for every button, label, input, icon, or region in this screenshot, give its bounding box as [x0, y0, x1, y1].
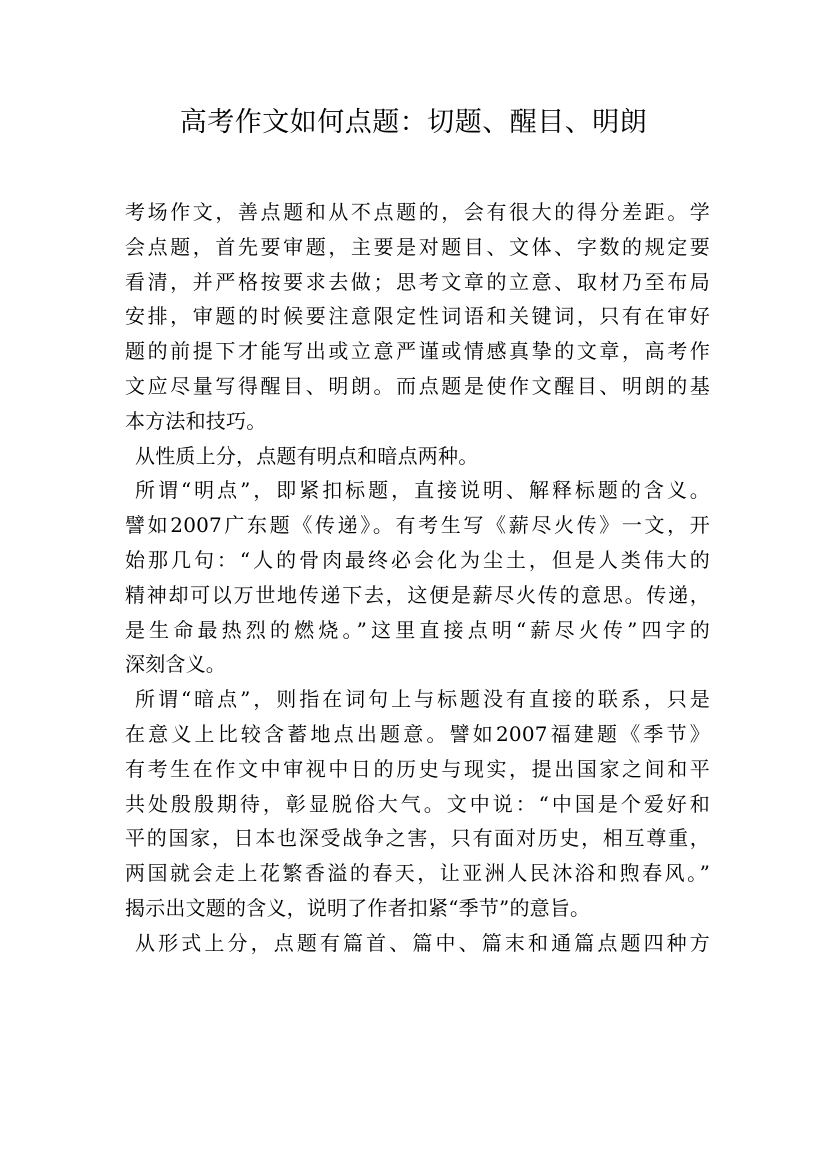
body-line: 譬如2007广东题《传递》。有考生写《薪尽火传》一文，开	[125, 513, 710, 538]
body-line: 看清，并严格按要求去做；思考文章的立意、取材乃至布局	[125, 269, 710, 294]
body-line: 文应尽量写得醒目、明朗。而点题是使作文醒目、明朗的基	[125, 373, 710, 398]
body-line: 本方法和技巧。	[125, 408, 267, 433]
body-line: 始那几句：“人的骨肉最终必会化为尘土，但是人类伟大的	[125, 547, 710, 572]
body-line: 是生命最热烈的燃烧。”这里直接点明“薪尽火传”四字的	[125, 617, 710, 642]
body-line: 所谓“明点”，即紧扣标题，直接说明、解释标题的含义。	[135, 478, 710, 503]
body-line: 在意义上比较含蓄地点出题意。譬如2007福建题《季节》	[125, 721, 710, 746]
body-line: 平的国家，日本也深受战争之害，只有面对历史，相互尊重，	[125, 826, 710, 851]
body-line: 所谓“暗点”，则指在词句上与标题没有直接的联系，只是	[135, 687, 710, 712]
body-line: 共处殷殷期待，彰显脱俗大气。文中说：“中国是个爱好和	[125, 791, 710, 816]
body-line: 会点题，首先要审题，主要是对题目、文体、字数的规定要	[125, 234, 710, 259]
body-line: 从形式上分，点题有篇首、篇中、篇末和通篇点题四种方	[135, 930, 710, 955]
body-line: 题的前提下才能写出或立意严谨或情感真挚的文章，高考作	[125, 339, 710, 364]
document-body	[125, 195, 710, 961]
body-line: 两国就会走上花繁香溢的春天，让亚洲人民沐浴和煦春风。”	[125, 861, 710, 886]
body-line: 精神却可以万世地传递下去，这便是薪尽火传的意思。传递，	[125, 582, 710, 607]
body-line: 有考生在作文中审视中日的历史与现实，提出国家之间和平	[125, 756, 710, 781]
body-line: 深刻含义。	[125, 652, 226, 677]
body-line: 安排，审题的时候要注意限定性词语和关键词，只有在审好	[125, 304, 710, 329]
document-title: 高考作文如何点题：切题、醒目、明朗	[179, 107, 648, 138]
body-line: 考场作文，善点题和从不点题的，会有很大的得分差距。学	[125, 200, 710, 224]
body-line: 揭示出文题的含义，说明了作者扣紧“季节”的意旨。	[125, 895, 591, 920]
body-line: 从性质上分，点题有明点和暗点两种。	[135, 443, 479, 468]
